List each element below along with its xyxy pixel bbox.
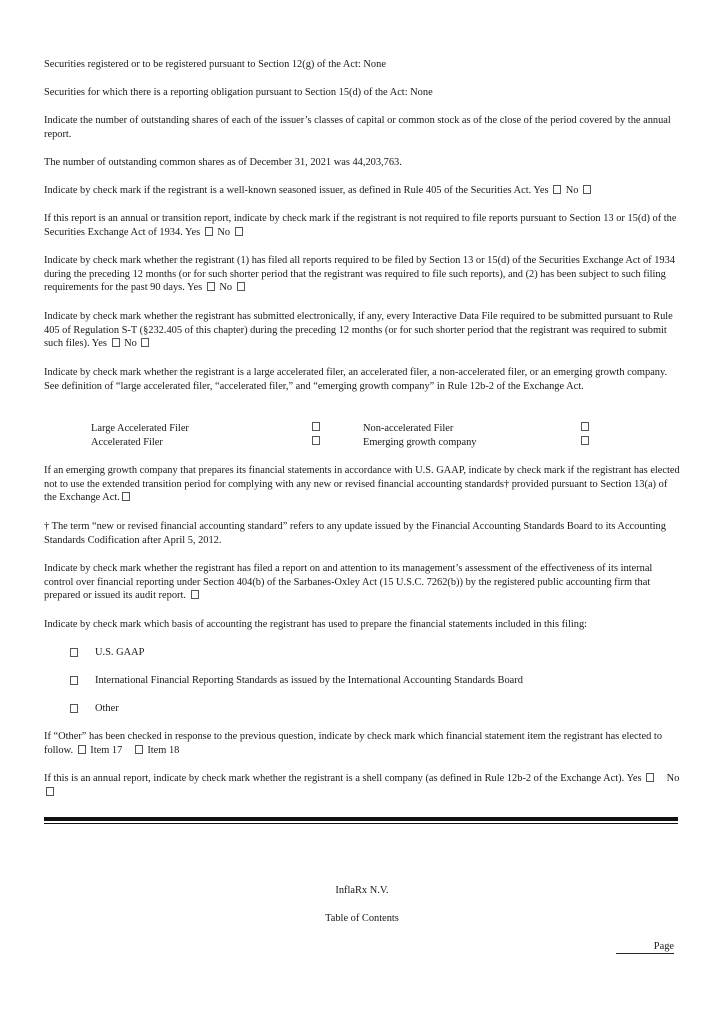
emerging-growth-label: Emerging growth company [363,437,477,448]
company-name: InflaRx N.V. [335,885,389,896]
emerging-growth-checkbox[interactable] [581,436,589,445]
accelerated-filer-label: Accelerated Filer [91,437,163,448]
no-checkbox[interactable] [235,227,243,236]
basis-of-accounting-instruction: Indicate by check mark which basis of accounting the registrant has used to prepare the financial statements included in this filing: [44,619,588,630]
no-checkbox[interactable] [141,338,149,347]
basis-option-ifrs: International Financial Reporting Standards as issued by the International Accounting Standards Board [70,674,670,688]
not-required-to-file: If this report is an annual or transition report, indicate by check mark if the registrant is not required to file reports pursuant to Section 13 or 15(d) of the Securities Exchange Act of 1934. Yes No [44,213,677,238]
audit-report-checkbox[interactable] [191,590,199,599]
item-17-18-instruction: If “Other” has been checked in response to the previous question, indicate by check mark which financial statement item the registrant has elected to follow. Item 17 Item 18 [44,731,663,756]
transition-checkbox[interactable] [122,492,130,501]
filed-all-reports: Indicate by check mark whether the registrant (1) has filed all reports required to be filed by Section 13 or 15(d) of the Securities Exchange Act of 1934 during the preceding 12 months (or for such shorter period that the registrant was required to file such reports), and (2) has been subject to such filing requirements for the past 90 days. Yes No [44,255,676,294]
section-15d-line: Securities for which there is a reporting obligation pursuant to Section 15(d) of the Act: None [44,87,433,98]
section-divider-thick [44,817,678,821]
section-divider-thin [44,823,678,824]
basis-option-other: Other [70,702,670,716]
large-accelerated-filer-checkbox[interactable] [312,422,320,431]
yes-checkbox[interactable] [205,227,213,236]
filer-status-instruction: Indicate by check mark whether the registrant is a large accelerated filer, an accelerated filer, a non-accelerated filer, or an emerging growth company. See definition of “large accelerated filer, “accelerated filer,” and “emerging growth company” in Rule 12b-2 of the Exchange Act. [44,367,668,392]
accelerated-filer-checkbox[interactable] [312,436,320,445]
us-gaap-checkbox[interactable] [70,648,78,657]
other-checkbox[interactable] [70,704,78,713]
accounting-standard-footnote: † The term “new or revised financial accounting standard” refers to any update issued by the Financial Accounting Standards Board to its Accounting Standards Codification after April 5, 2012. [44,521,666,546]
filer-row-2 [91,436,591,450]
no-checkbox[interactable] [237,282,245,291]
filer-row-1 [91,422,591,436]
item-17-checkbox[interactable] [78,745,86,754]
shell-company-question: If this is an annual report, indicate by check mark whether the registrant is a shell company (as defined in Rule 12b-2 of the Exchange Act). Yes No [44,772,680,799]
non-accelerated-filer-checkbox[interactable] [581,422,589,431]
section-12g-line: Securities registered or to be registered pursuant to Section 12(g) of the Act: None [44,59,386,70]
yes-checkbox[interactable] [207,282,215,291]
page-column-header: Page [616,940,674,954]
outstanding-shares-count: The number of outstanding common shares as of December 31, 2021 was 44,203,763. [44,157,402,168]
yes-checkbox[interactable] [646,773,654,782]
no-checkbox[interactable] [583,185,591,194]
interactive-data-file: Indicate by check mark whether the registrant has submitted electronically, if any, every Interactive Data File required to be submitted pursuant to Rule 405 of Regulation S-T (§232.405 of this chapter) during the preceding 12 months (or for such shorter period that the registrant was required to submit such files). Yes No [44,311,673,350]
yes-checkbox[interactable] [553,185,561,194]
ifrs-checkbox[interactable] [70,676,78,685]
internal-control-report: Indicate by check mark whether the registrant has filed a report on and attention to its management’s assessment of the effectiveness of its internal control over financial reporting under Section 404(b) of the Sarbanes-Oxley Act (15 U.S.C. 7262(b)) by the registered public accounting firm that prepared or issued its audit report. [44,563,653,602]
basis-option-us-gaap: U.S. GAAP [70,646,670,660]
extended-transition-period: If an emerging growth company that prepares its financial statements in accordance with U.S. GAAP, indicate by check mark if the registrant has elected not to use the extended transition period for complying with any new or revised financial accounting standards† provided pursuant to Section 13(a) of the Exchange Act. [44,465,680,504]
table-of-contents-title: Table of Contents [325,913,399,924]
large-accelerated-filer-label: Large Accelerated Filer [91,423,189,434]
item-18-checkbox[interactable] [135,745,143,754]
outstanding-shares-instruction: Indicate the number of outstanding shares of each of the issuer’s classes of capital or common stock as of the close of the period covered by the annual report. [44,115,671,140]
well-known-seasoned-issuer: Indicate by check mark if the registrant is a well-known seasoned issuer, as defined in Rule 405 of the Securities Act. Yes No [44,184,680,198]
no-checkbox[interactable] [46,787,54,796]
yes-checkbox[interactable] [112,338,120,347]
non-accelerated-filer-label: Non-accelerated Filer [363,423,454,434]
